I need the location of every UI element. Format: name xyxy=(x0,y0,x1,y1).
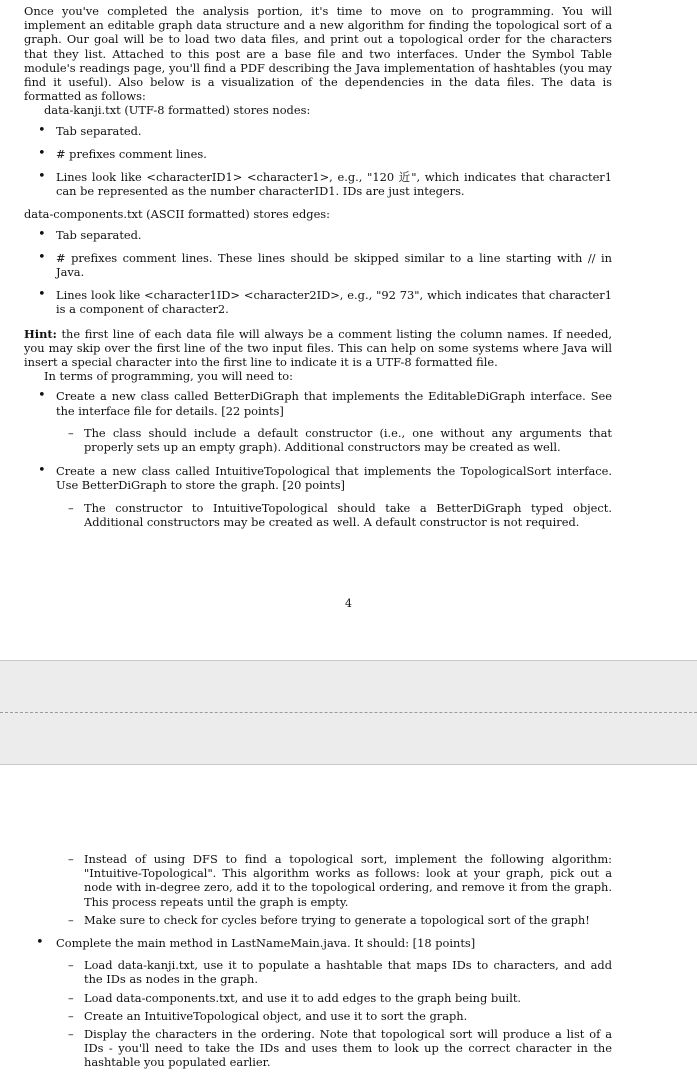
task-list-2 xyxy=(24,464,612,492)
hint-label: Hint: xyxy=(24,326,57,341)
task-betterdigraph: • Create a new class called BetterDiGraph that implements the EditableDiGraph interface. See the interface file for details. [22 points] xyxy=(24,389,612,417)
list-item: • Lines look like <character1ID> <character2ID>, e.g., "92 73", which indicates that character1 is a component of character2. xyxy=(24,288,612,316)
list-item: • Tab separated. xyxy=(24,124,612,138)
hint-text: the first line of each data file will always be a comment listing the column names. If needed, you may skip over the first line of the two input files. This can help on some systems where Java will insert a special character into the first line to indicate it is a UTF-8 formatted file. xyxy=(24,326,612,370)
sub-list-item: – Display the characters in the ordering. Note that topological sort will produce a list of a IDs - you'll need to take the IDs and uses them to look up the correct character in the hashtable you populated earlier. xyxy=(24,1027,612,1070)
sub-list-item: – The class should include a default constructor (i.e., one without any arguments that properly sets up an empty graph). Additional constructors may be created as well. xyxy=(24,426,612,454)
task1-sublist xyxy=(24,426,612,454)
kanji-format-list xyxy=(24,124,612,199)
components-file-heading: data-components.txt (ASCII formatted) stores edges: xyxy=(24,207,330,222)
intro-paragraph: Once you've completed the analysis portion, it's time to move on to programming. You will implement an editable graph data structure and a new algorithm for finding the topological sort of a graph. Our goal will be to load two data files, and print out a topological order for the characters that they list. Attached to this post are a base file and two interfaces. Under the Symbol Table module's readings page, you'll find a PDF describing the Java implementation of hashtables (you may find it useful). Also below is a visualization of the dependencies in the data files. The data is formatted as follows: xyxy=(24,4,612,104)
list-item: • Lines look like <characterID1> <character1>, e.g., "120 近", which indicates that character1 can be represented as the number characterID1. IDs are just integers. xyxy=(24,170,612,198)
page-break xyxy=(0,660,697,765)
components-format-list xyxy=(24,228,612,317)
sub-list-item: – Load data-kanji.txt, use it to populate a hashtable that maps IDs to characters, and add the IDs as nodes in the graph. xyxy=(24,958,612,986)
sub-list-item: – The constructor to IntuitiveTopological should take a BetterDiGraph typed object. Additional constructors may be created as well. A default constructor is not required. xyxy=(24,501,612,529)
task-list xyxy=(24,389,612,417)
page-break-divider xyxy=(0,712,697,713)
sub-list-item: – Instead of using DFS to find a topological sort, implement the following algorithm: "Intuitive-Topological". This algorithm works as follows: look at your graph, pick out a node with in-degree zero, add it to the topological ordering, and remove it from the graph. This process repeats until the graph is empty. xyxy=(24,852,612,909)
task3-sublist xyxy=(24,958,612,1069)
kanji-file-heading: data-kanji.txt (UTF-8 formatted) stores nodes: xyxy=(44,103,311,118)
list-item: • # prefixes comment lines. These lines should be skipped similar to a line starting with // in Java. xyxy=(24,251,612,279)
hint-paragraph xyxy=(24,327,612,370)
document-page-5 xyxy=(0,765,697,1092)
list-item: • Tab separated. xyxy=(24,228,612,242)
sub-list-item: – Create an IntuitiveTopological object, and use it to sort the graph. xyxy=(24,1009,612,1023)
page-number: 4 xyxy=(345,597,352,610)
task-main-method: • Complete the main method in LastNameMain.java. It should: [18 points] xyxy=(24,936,612,950)
sub-list-item: – Make sure to check for cycles before trying to generate a topological sort of the graph! xyxy=(24,913,612,927)
task2-sublist xyxy=(24,501,612,529)
task2-sublist-continued xyxy=(24,852,612,927)
sub-list-item: – Load data-components.txt, and use it to add edges to the graph being built. xyxy=(24,991,612,1005)
task-list-3 xyxy=(24,936,612,950)
page-5-content xyxy=(24,852,612,1070)
programming-heading: In terms of programming, you will need to: xyxy=(44,369,293,384)
task-intuitivetopological: • Create a new class called IntuitiveTopological that implements the TopologicalSort interface. Use BetterDiGraph to store the graph. [20 points] xyxy=(24,464,612,492)
page-4-content xyxy=(24,4,612,529)
list-item: • # prefixes comment lines. xyxy=(24,147,612,161)
